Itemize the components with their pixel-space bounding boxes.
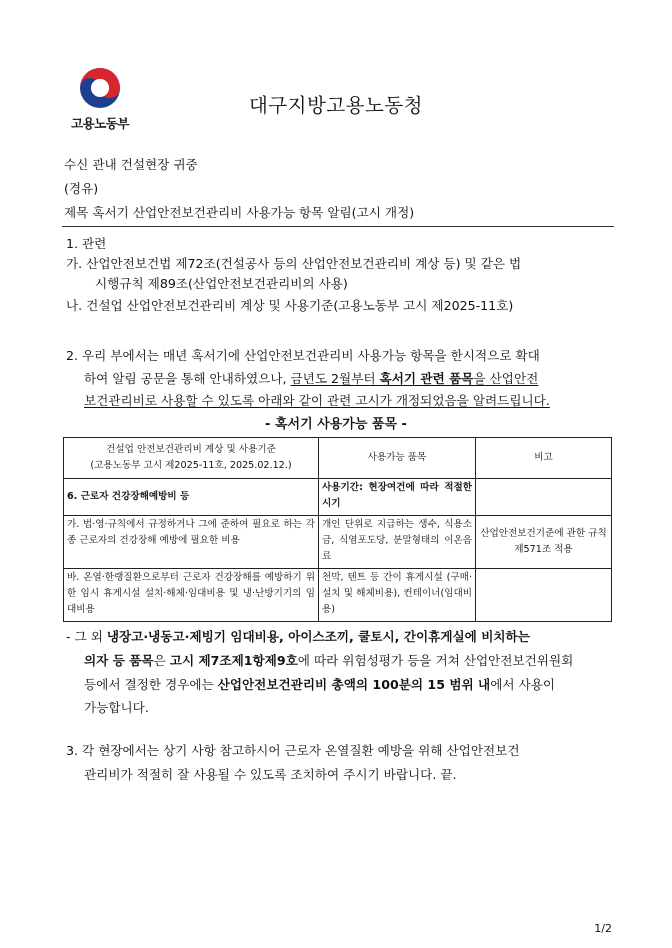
table-cell-note: 산업안전보건기준에 관한 규칙 제571조 적용 xyxy=(476,516,612,569)
table-header-cell: 사용가능 품목 xyxy=(319,438,476,479)
header-standard-line2: (고용노동부 고시 제2025-11호, 2025.02.12.) xyxy=(90,460,292,471)
note-text: 에서 사용이 xyxy=(490,677,556,692)
section2-emphasis-text: 혹서기 관련 품목 xyxy=(379,371,474,386)
note-emphasis: 산업안전보건관리비 총액의 100분의 15 범위 내 xyxy=(217,677,491,692)
section2-line1: 2. 우리 부에서는 매년 혹서기에 산업안전보건관리비 사용가능 항목을 한시적으로 확대 xyxy=(66,348,540,363)
table-title: - 혹서기 사용가능 품목 - xyxy=(265,417,407,432)
header-standard-line1: 건설업 안전보건관리비 계상 및 사용기준 xyxy=(106,444,276,455)
subject-line: 제목 혹서기 산업안전보건관리비 사용가능 항목 알림(고시 개정) xyxy=(64,205,415,220)
section1-item-a-line1: 가. 산업안전보건법 제72조(건설공사 등의 산업안전보건관리비 계상 등) 및 같은 법 xyxy=(66,256,522,271)
note-line4: 가능합니다. xyxy=(84,700,149,715)
note-line3 xyxy=(84,674,555,693)
section2-line3: 보건관리비로 사용할 수 있도록 아래와 같이 관련 고시가 개정되었음을 알려드립니다. xyxy=(84,393,550,408)
table-header-cell: 비고 xyxy=(476,438,612,479)
page-number: 1/2 xyxy=(594,922,612,935)
note-text: - 그 외 xyxy=(66,629,107,644)
section3-line1: 3. 각 현장에서는 상기 사항 참고하시어 근로자 온열질환 예방을 위해 산업안전보건 xyxy=(66,743,520,758)
header-divider xyxy=(62,226,614,227)
section2-underline-text: 금년도 2월부터 xyxy=(290,371,380,386)
note-text: 등에서 결정한 경우에는 xyxy=(84,677,218,692)
section1-title: 1. 관련 xyxy=(66,236,107,251)
table-cell: 6. 근로자 건강장해예방비 등 xyxy=(64,479,319,516)
recipient-line: 수신 관내 건설현장 귀중 xyxy=(64,157,198,172)
table-row xyxy=(64,569,612,622)
table-row xyxy=(64,479,612,516)
section1-item-b: 나. 건설업 산업안전보건관리비 계상 및 사용기준(고용노동부 고시 제2025-11호) xyxy=(66,298,514,313)
section1-item-a-line2: 시행규칙 제89조(산업안전보건관리비의 사용) xyxy=(95,276,348,291)
logo-label: 고용노동부 xyxy=(71,116,129,131)
table-header-cell xyxy=(64,438,319,479)
section3-line2: 관리비가 적절히 잘 사용될 수 있도록 조치하여 주시기 바랍니다. 끝. xyxy=(84,767,457,782)
note-emphasis: 냉장고·냉동고·제빙기 임대비용, 아이스조끼, 쿨토시, 간이휴게실에 비치하는 xyxy=(106,629,530,644)
note-emphasis: 고시 제7조제1항제9호 xyxy=(169,653,298,668)
table-cell: 천막, 텐트 등 간이 휴게시설 (구매·설치 및 해체비용), 컨테이너(임대비용) xyxy=(319,569,476,622)
table-row xyxy=(64,516,612,569)
section2-line2 xyxy=(84,368,538,387)
via-line: (경유) xyxy=(64,181,99,196)
table-cell: 개인 단위로 지급하는 생수, 식용소금, 식염포도당, 분말형태의 이온음료 xyxy=(319,516,476,569)
note-line1 xyxy=(66,626,530,645)
table-cell xyxy=(476,569,612,622)
note-line2 xyxy=(84,650,573,669)
table-cell xyxy=(476,479,612,516)
table-cell: 사용기간: 현장여건에 따라 적절한 시기 xyxy=(319,479,476,516)
items-table xyxy=(63,437,612,622)
table-cell: 바. 온열·한랭질환으로부터 근로자 건강장해를 예방하기 위한 임시 휴게시설 설치·해체·임대비용 및 냉·난방기기의 임대비용 xyxy=(64,569,319,622)
note-text: 은 xyxy=(153,653,170,668)
agency-title: 대구지방고용노동청 xyxy=(248,94,424,117)
table-cell: 가. 법·영·규칙에서 규정하거나 그에 준하여 필요로 하는 각종 근로자의 건강장해 예방에 필요한 비용 xyxy=(64,516,319,569)
note-emphasis: 의자 등 품목 xyxy=(84,653,154,668)
section2-underline-text-2: 을 산업안전 xyxy=(473,371,539,386)
table-header-row xyxy=(64,438,612,479)
section2-text: 하여 알림 공문을 통해 안내하였으나, xyxy=(84,371,291,386)
note-text: 에 따라 위험성평가 등을 거쳐 산업안전보건위원회 xyxy=(297,653,574,668)
